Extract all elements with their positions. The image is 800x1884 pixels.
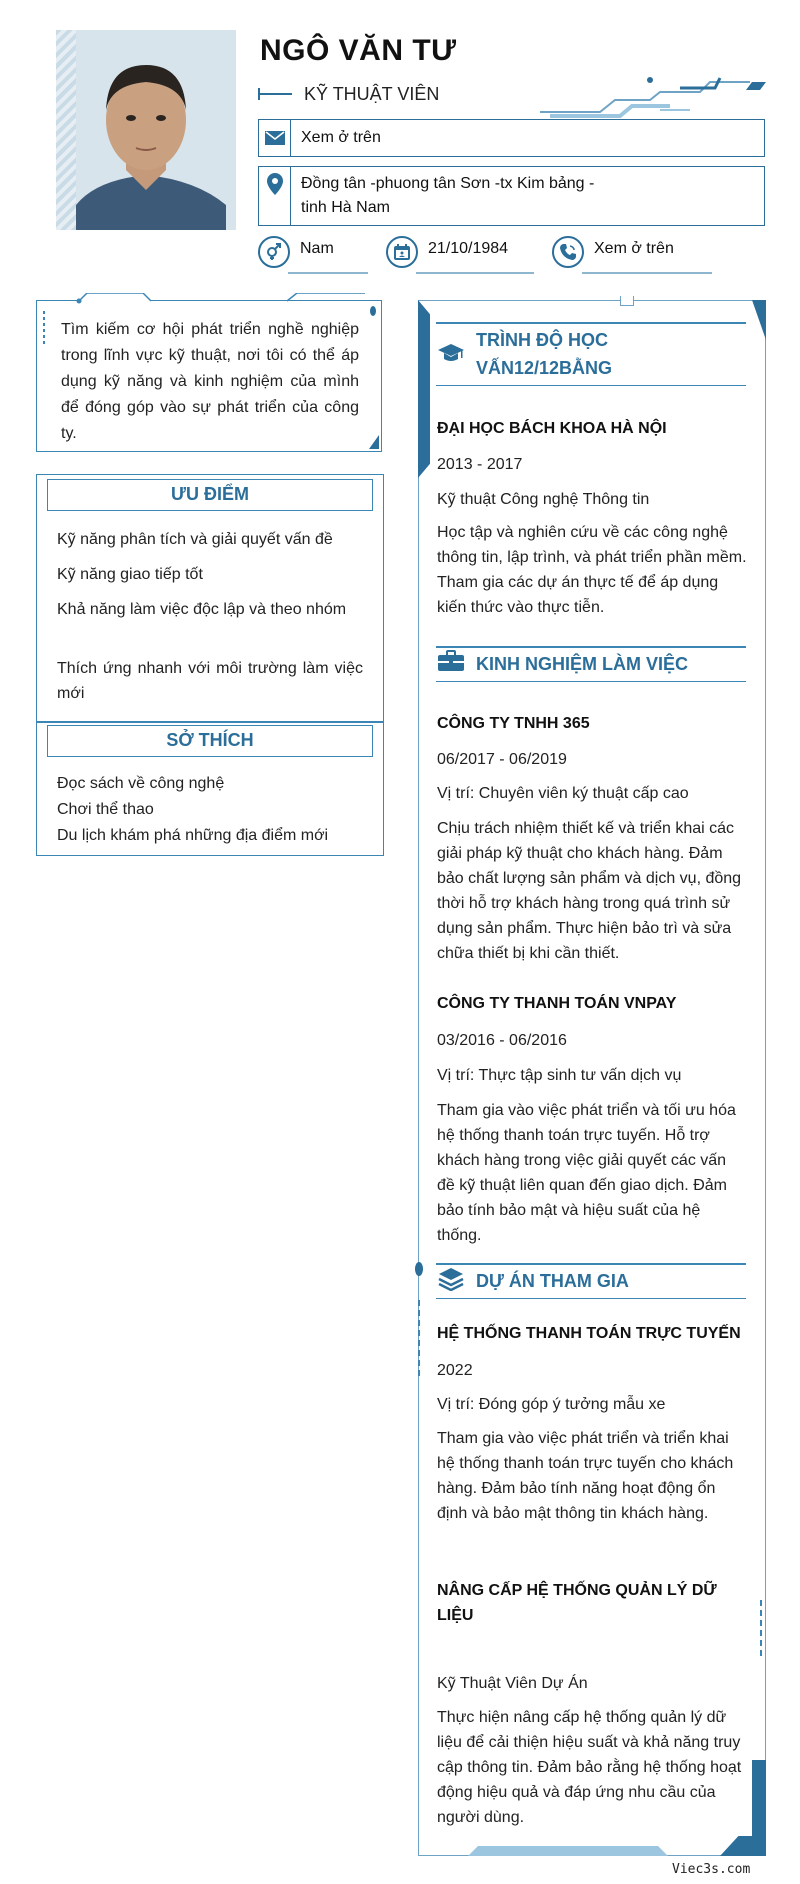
panel-node-dot [415,1262,423,1276]
candidate-name: NGÔ VĂN TƯ [260,34,457,67]
footer-brand: Viec3s.com [672,1862,751,1877]
panel-dotted-line [760,1600,762,1660]
strength-item: Kỹ năng giao tiếp tốt [57,566,203,583]
strength-item: Khả năng làm việc độc lập và theo nhóm [57,601,347,618]
layers-icon [436,1267,466,1291]
strengths-section [36,474,384,722]
phone-value: Xem ở trên [594,240,674,257]
job-description: Tham gia vào việc phát triển và tối ưu hóa hệ thống thanh toán trực tuyến. Hỗ trợ khách hàng trong việc giải quyết các vấn đề kỹ thuật liên quan đến giao dịch. Đảm bảo tính bảo mật và hiệu suất của hệ thống. [437,1102,736,1244]
phone-info [552,236,712,276]
education-period: 2013 - 2017 [437,456,523,473]
job-description: Chịu trách nhiệm thiết kế và triển khai các giải pháp kỹ thuật cho khách hàng. Đảm bảo chất lượng sản phẩm và dịch vụ, đồng thời hỗ trợ khách hàng trong quá trình sử dụng sản phẩm. Thực hiện bảo trì và sửa chữa thiết bị khi cần thiết. [437,820,742,962]
hobby-item: Du lịch khám phá những địa điểm mới [57,827,329,844]
career-objective [36,300,382,452]
education-major: Kỹ thuật Công nghệ Thông tin [437,491,650,508]
education-school: ĐẠI HỌC BÁCH KHOA HÀ NỘI [437,420,667,437]
job-company: CÔNG TY TNHH 365 [437,715,590,732]
panel-top-notch [620,296,634,306]
projects-title: DỰ ÁN THAM GIA [476,1271,629,1291]
education-description: Học tập và nghiên cứu về các công nghệ thông tin, lập trình, và phát triển phần mềm. Tham gia các dự án thực tế để áp dụng kiến thức vào thực tiễn. [437,524,747,616]
location-pin-icon [259,167,291,225]
panel-accent-bar [418,300,430,478]
objective-text: Tìm kiếm cơ hội phát triển nghề nghiệp trong lĩnh vực kỹ thuật, nơi tôi có thể áp dụng kỹ năng và kinh nghiệm của mình để đóng góp vào sự phát triển của công ty. [61,321,359,442]
hobby-item: Đọc sách về công nghệ [57,775,225,792]
birthday-info [386,236,536,276]
projects-heading [436,1263,746,1299]
education-title-line-2: VẤN12/12BẰNG [476,358,613,378]
mail-icon [259,120,291,156]
header-decoration [540,72,770,122]
hobby-item: Chơi thể thao [57,801,154,818]
address-line-2: tinh Hà Nam [301,199,390,216]
experience-title: KINH NGHIỆM LÀM VIỆC [476,654,689,674]
birthday-value: 21/10/1984 [428,240,509,257]
job-company: CÔNG TY THANH TOÁN VNPAY [437,995,677,1012]
education-heading [436,322,746,386]
job-title: KỸ THUẬT VIÊN [304,83,440,104]
briefcase-icon [436,650,466,672]
job-period: 03/2016 - 06/2016 [437,1032,567,1049]
project-name: NÂNG CẤP HỆ THỐNG QUẢN LÝ DỮ LIỆU [437,1582,717,1624]
job-period: 06/2017 - 06/2019 [437,751,567,768]
address-field [258,166,765,226]
project-description: Thực hiện nâng cấp hệ thống quản lý dữ liệu để cải thiện hiệu suất và khả năng truy cập thông tin. Đảm bảo rằng hệ thống hoạt động hiệu quả và đáp ứng nhu cầu của người dùng. [437,1709,742,1826]
hobbies-heading: SỞ THÍCH [47,725,373,757]
job-position: Vị trí: Thực tập sinh tư vấn dịch vụ [437,1067,682,1084]
gender-value: Nam [300,240,334,257]
experience-heading [436,646,746,682]
email-value: Xem ở trên [301,129,381,146]
project-description: Tham gia vào việc phát triển và triển khai hệ thống thanh toán trực tuyến cho khách hàng. Đảm bảo tính năng hoạt động ổn định và bảo mật thông tin khách hàng. [437,1430,734,1522]
gender-icon [258,236,290,268]
strength-item: Kỹ năng phân tích và giải quyết vấn đề [57,531,333,548]
email-field [258,119,765,157]
project-position: Vị trí: Đóng góp ý tưởng mẫu xe [437,1396,666,1413]
job-position: Vị trí: Chuyên viên ký thuật cấp cao [437,785,689,802]
project-role: Kỹ Thuật Viên Dự Án [437,1675,588,1692]
address-line-1: Đồng tân -phuong tân Sơn -tx Kim bảng - [301,175,595,192]
strength-item: Thích ứng nhanh với môi trường làm việc mới [57,660,363,702]
panel-bottom-strip [468,1846,668,1856]
panel-dotted-line [418,1300,420,1380]
gender-info [258,236,368,276]
job-title-row [258,82,439,106]
phone-icon [552,236,584,268]
objective-top-decoration [35,293,381,307]
strengths-heading: ƯU ĐIỂM [47,479,373,511]
hobbies-section [36,722,384,856]
calendar-icon [386,236,418,268]
profile-photo [56,30,236,230]
education-title-line-1: TRÌNH ĐỘ HỌC [476,330,608,350]
project-year: 2022 [437,1362,473,1379]
graduation-cap-icon [436,326,466,364]
project-name: HỆ THỐNG THANH TOÁN TRỰC TUYẾN [437,1325,741,1342]
